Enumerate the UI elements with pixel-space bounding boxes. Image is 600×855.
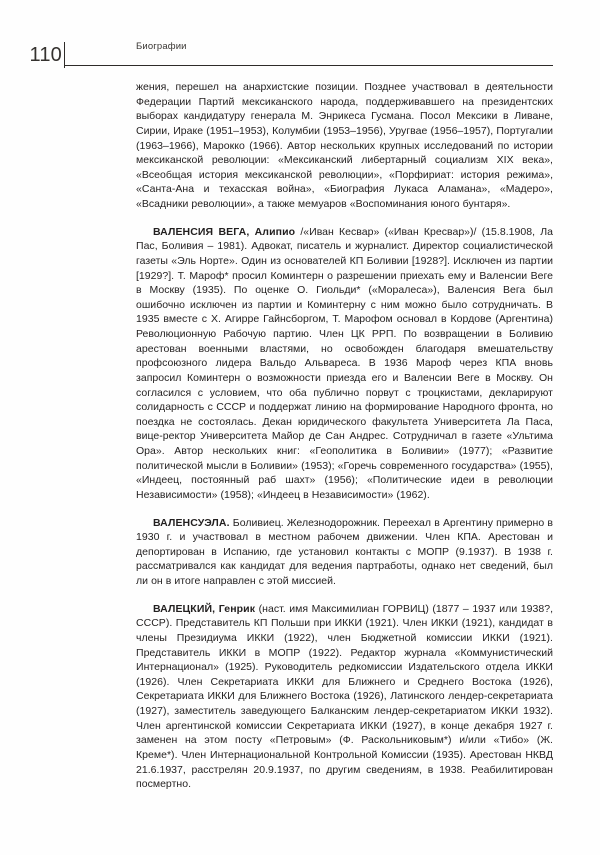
- entry-valensiya-vega: [136, 225, 553, 503]
- entry-valensuela: [136, 516, 553, 589]
- page-number: 110: [29, 44, 62, 66]
- text-column: [136, 80, 553, 792]
- header-horizontal-rule: [64, 65, 553, 66]
- entry-valetskiy: [136, 602, 553, 792]
- entry-body: (наст. имя Максимилиан ГОРВИЦ) (1877 – 1937 или 1938?, СССР). Представитель КП Польши при ИККИ (1921). Член ИККИ (1921), кандидат в члены Президиума ИККИ (1922), член Бюджетной комиссии ИККИ (1921). Представитель ИККИ в МОПР (1922). Редактор журнала «Коммунистический Интернационал» (1925). Руководитель редкомиссии Издательского отдела ИККИ (1926). Член Секретариата ИККИ для Ближнего и Среднего Востока (1926), Секретариата ИККИ для Ближнего Востока (1926), Латинского лендер-секретариата (1927), заместитель заведующего Балканским лендер-секретариатом ИККИ 1932). Член аргентинской комиссии Секретариата ИККИ (1927), в конце декабря 1927 г. заменен на этом посту «Петровым» (Ф. Раскольниковым*) и/или «Тибо» (Ж. Креме*). Член Интернациональной Контрольной Комиссии (1935). Арестован НКВД 21.6.1937, расстрелян 20.9.1937, по другим сведениям, в 1938. Реабилитирован посмертно.: [136, 602, 554, 791]
- section-title: Биографии: [136, 41, 187, 52]
- entry-body: Боливиец. Железнодорожник. Переехал в Аргентину примерно в 1930 г. и участвовал в местном рабочем движении. Член КПА. Арестован и депортирован в Испанию, где установил контакты с МОПР (9.1937). В 1938 г. рассматривался как кандидат для ведения партработы, однако нет сведений, был ли он в итоге направлен с этой миссией.: [136, 516, 553, 587]
- paragraph-continued: жения, перешел на анархистские позиции. Позднее участвовал в деятельности Федерации Партий мексиканского народа, поддерживавшего на президентских выборах кандидатуру генерала М. Энрикеса Гусмана. Посол Мексики в Ливане, Сирии, Ираке (1951–1953), Колумбии (1953–1956), Уругвае (1956–1957), Португалии (1963–1966), Марокко (1966). Автор нескольких крупных исследований по истории мексиканской революции: «Мексиканский либертарный социализм XIX века», «Всеобщая история мексиканской революции», «Порфириат: история режима», «Санта-Ана и техасская война», «Биография Лукаса Аламана», «Мадеро», «Всадники революции», а также мемуаров «Воспоминания юного бунтаря».: [136, 81, 553, 210]
- entry-body: /«Иван Кесвар» («Иван Кресвар»)/ (15.8.1908, Ла Пас, Боливия – 1981). Адвокат, писатель и журналист. Директор социалистической газеты «Эль Норте». Один из основателей КП Боливии [1928?]. Исключен из партии [1929?]. Т. Мароф* просил Коминтерн о разрешении приехать ему и Валенсии Веге в Москву (1935). По оценке О. Гиольди* («Моралеса»), Валенсия Вега был ошибочно исключен из партии и Коминтерну с ним можно было сотрудничать. В 1935 вместе с Х. Агирре Гайнсборгом, Т. Марофом основал в Кордове (Аргентина) Революционную Рабочую партию. Член ЦК РРП. По возвращении в Боливию арестован военными властями, но освобожден благодаря вмешательству профсоюзного лидера Вальдо Альвареса. В 1936 Мароф через КПА вновь запросил Коминтерн о возможности приезда его и Валенсии Веге в Москву. Он согласился с условием, что оба публично порвут с троцкистами, декларируют солидарность с СССР и поддержат линию на формирование Народного фронта, но поездка не состоялась. Декан юридического факультета Университета Ла Паса, вице-ректор Университета Майор де Сан Андрес. Сотрудничал в газете «Ультима Ора». Автор нескольких книг: «Геополитика в Боливии» (1977); «Развитие политической мысли в Боливии» (1953); «Горечь современного государства» (1955), «Индеец, постоянный раб шахт» (1956); «Политические идеи в революции Независимости» (1958); «Индеец в Независимости» (1962).: [136, 225, 553, 501]
- entry-headword: ВАЛЕНСИЯ ВЕГА, Алипио: [153, 225, 296, 238]
- entry-headword: ВАЛЕНСУЭЛА.: [153, 516, 230, 529]
- entry-headword: ВАЛЕЦКИЙ, Генрик: [153, 602, 256, 615]
- running-header: [0, 40, 600, 74]
